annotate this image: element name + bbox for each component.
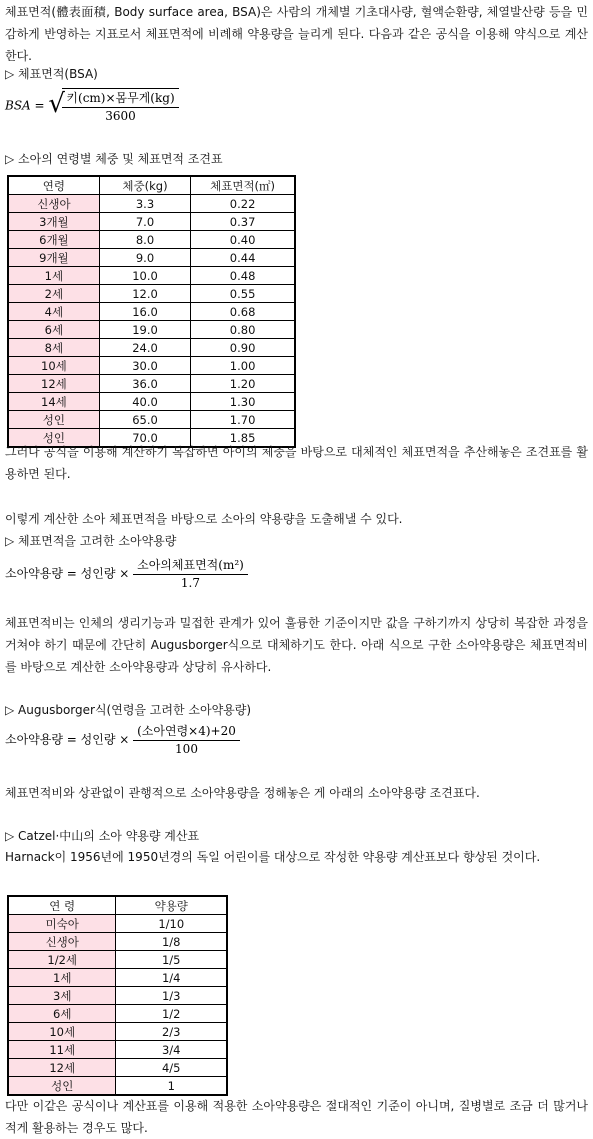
value-cell: 70.0 [99,429,190,448]
age-cell: 10세 [8,1023,116,1041]
value-cell: 7.0 [99,213,190,231]
dose-table-row [8,1077,227,1096]
age-cell: 8세 [8,339,99,357]
value-cell: 4/5 [116,1059,227,1077]
dose-formula-bsa-numerator: 소아의체표면적(m²) [133,556,248,575]
heading-bsa-dose: ▷ 체표면적을 고려한 소아약용량 [5,534,177,548]
age-cell: 11세 [8,1041,116,1059]
paragraph-custom: 체표면적비와 상관없이 관행적으로 소아약용량을 정해놓은 게 아래의 소아약용량 조견표다. [5,786,480,800]
intro-paragraph: 체표면적(體表面積, Body surface area, BSA)은 사람의 개체별 기초대사량, 혈액순환량, 체열발산량 등을 민감하게 반영하는 지표로서 체표면적에 비례해 약용량을 늘리게 된다. 다음과 같은 공식을 이용해 약식으로 계산한다. [5,5,588,63]
bsa-table-row [8,357,295,375]
heading-bsa: ▷ 체표면적(BSA) [5,67,98,81]
dose-table-row [8,969,227,987]
value-cell: 9.0 [99,249,190,267]
value-cell: 0.44 [191,249,295,267]
dose-formula-bsa-denominator: 1.7 [180,576,201,590]
age-cell: 성인 [8,1077,116,1096]
value-cell: 0.22 [191,195,295,213]
header-age: 연 령 [8,896,116,915]
age-cell: 1/2세 [8,951,116,969]
bsa-table-row [8,249,295,267]
dose-table-row [8,933,227,951]
bsa-table-row [8,285,295,303]
age-cell: 신생아 [8,933,116,951]
age-cell: 3개월 [8,213,99,231]
age-cell: 2세 [8,285,99,303]
age-cell: 14세 [8,393,99,411]
bsa-table-row [8,411,295,429]
header-weight: 체중(kg) [99,176,190,195]
value-cell: 12.0 [99,285,190,303]
value-cell: 1/8 [116,933,227,951]
dose-formula-age-numerator: (소아연령×4)+20 [133,722,240,741]
value-cell: 0.80 [191,321,295,339]
age-cell: 신생아 [8,195,99,213]
age-cell: 1세 [8,267,99,285]
dose-formula-bsa [5,556,248,590]
age-cell: 12세 [8,1059,116,1077]
value-cell: 0.37 [191,213,295,231]
dose-table-row [8,1023,227,1041]
age-cell: 9개월 [8,249,99,267]
bsa-table-row [8,213,295,231]
dose-table-row [8,1041,227,1059]
value-cell: 10.0 [99,267,190,285]
age-cell: 1세 [8,969,116,987]
age-cell: 성인 [8,429,99,448]
value-cell: 1.30 [191,393,295,411]
bsa-formula: BSA = √ $\frac{\text{키(cm)×몸무게(kg)}}{3600}$ [5,88,179,123]
value-cell: 1/3 [116,987,227,1005]
header-age: 연령 [8,176,99,195]
paragraph-harnack: Harnack이 1956년에 1950년경의 독일 어린이를 대상으로 작성한 약용량 계산표보다 향상된 것이다. [5,850,541,864]
value-cell: 3.3 [99,195,190,213]
value-cell: 30.0 [99,357,190,375]
paragraph-calc: 이렇게 계산한 소아 체표면적을 바탕으로 소아의 약용량을 도출해낼 수 있다. [5,512,403,526]
dose-formula-age [5,722,240,756]
bsa-formula-lhs: BSA [5,98,31,113]
header-dose: 약용량 [116,896,227,915]
dose-table-row [8,1059,227,1077]
dose-table-header [8,896,227,915]
value-cell: 1/5 [116,951,227,969]
value-cell: 1/4 [116,969,227,987]
age-cell: 12세 [8,375,99,393]
age-cell: 4세 [8,303,99,321]
dose-formula-age-denominator: 100 [175,742,198,756]
bsa-table-row [8,375,295,393]
value-cell: 1.20 [191,375,295,393]
age-cell: 성인 [8,411,99,429]
value-cell: 1.85 [191,429,295,448]
paragraph-final: 다만 이같은 공식이나 계산표를 이용해 적용한 소아약용량은 절대적인 기준이 아니며, 질병별로 조금 더 많거나 적게 활용하는 경우도 많다. [5,1099,588,1135]
value-cell: 1/2 [116,1005,227,1023]
value-cell: 0.40 [191,231,295,249]
value-cell: 1 [116,1077,227,1096]
value-cell: 1.70 [191,411,295,429]
paragraph-ratio: 체표면적비는 인체의 생리기능과 밀접한 관계가 있어 훌륭한 기준이지만 값을 구하기까지 상당히 복잡한 과정을 거쳐야 하기 때문에 간단히 Augusborger식으로 대체하기도 한다. 아래 식으로 구한 소아약용량은 체표면적비를 바탕으로 계산한 소아약용량과 상당히 유사하다. [5,616,588,674]
value-cell: 16.0 [99,303,190,321]
value-cell: 0.90 [191,339,295,357]
age-cell: 3세 [8,987,116,1005]
age-cell: 6세 [8,1005,116,1023]
bsa-table-row [8,267,295,285]
heading-catzel: ▷ Catzel·中山의 소아 약용량 계산표 [5,829,200,843]
value-cell: 36.0 [99,375,190,393]
dose-table [7,895,228,1096]
dose-table-row [8,1005,227,1023]
heading-table1: ▷ 소아의 연령별 체중 및 체표면적 조견표 [5,152,223,166]
bsa-table-row [8,195,295,213]
bsa-table-header [8,176,295,195]
value-cell: 65.0 [99,411,190,429]
value-cell: 1/10 [116,915,227,933]
value-cell: 8.0 [99,231,190,249]
value-cell: 40.0 [99,393,190,411]
bsa-sqrt: √ $\frac{\text{키(cm)×몸무게(kg)}}{3600}$ [48,88,178,123]
value-cell: 0.48 [191,267,295,285]
value-cell: 24.0 [99,339,190,357]
bsa-table-row [8,339,295,357]
bsa-formula-denominator: 3600 [105,109,136,123]
age-cell: 6개월 [8,231,99,249]
bsa-table-row [8,321,295,339]
bsa-table [7,175,296,448]
value-cell: 3/4 [116,1041,227,1059]
value-cell: 0.55 [191,285,295,303]
dose-formula-age-lhs: 소아약용량 = 성인량 × [5,732,130,747]
dose-formula-bsa-lhs: 소아약용량 = 성인량 × [5,566,130,581]
value-cell: 1.00 [191,357,295,375]
header-bsa: 체표면적(㎡) [191,176,295,195]
bsa-table-row [8,303,295,321]
heading-augusborger: ▷ Augusborger식(연령을 고려한 소아약용량) [5,703,252,717]
value-cell: 0.68 [191,303,295,321]
bsa-formula-numerator: 키(cm)×몸무게(kg) [62,89,178,108]
value-cell: 19.0 [99,321,190,339]
bsa-table-row [8,393,295,411]
age-cell: 6세 [8,321,99,339]
age-cell: 10세 [8,357,99,375]
dose-table-row [8,951,227,969]
age-cell: 미숙아 [8,915,116,933]
bsa-table-row [8,231,295,249]
value-cell: 2/3 [116,1023,227,1041]
dose-table-row [8,915,227,933]
dose-table-row [8,987,227,1005]
paragraph-complex: 그러나 공식을 이용해 계산하기 복잡하면 아이의 체중을 바탕으로 대체적인 체표면적을 추산해놓은 조견표를 활용하면 된다. [5,445,588,481]
